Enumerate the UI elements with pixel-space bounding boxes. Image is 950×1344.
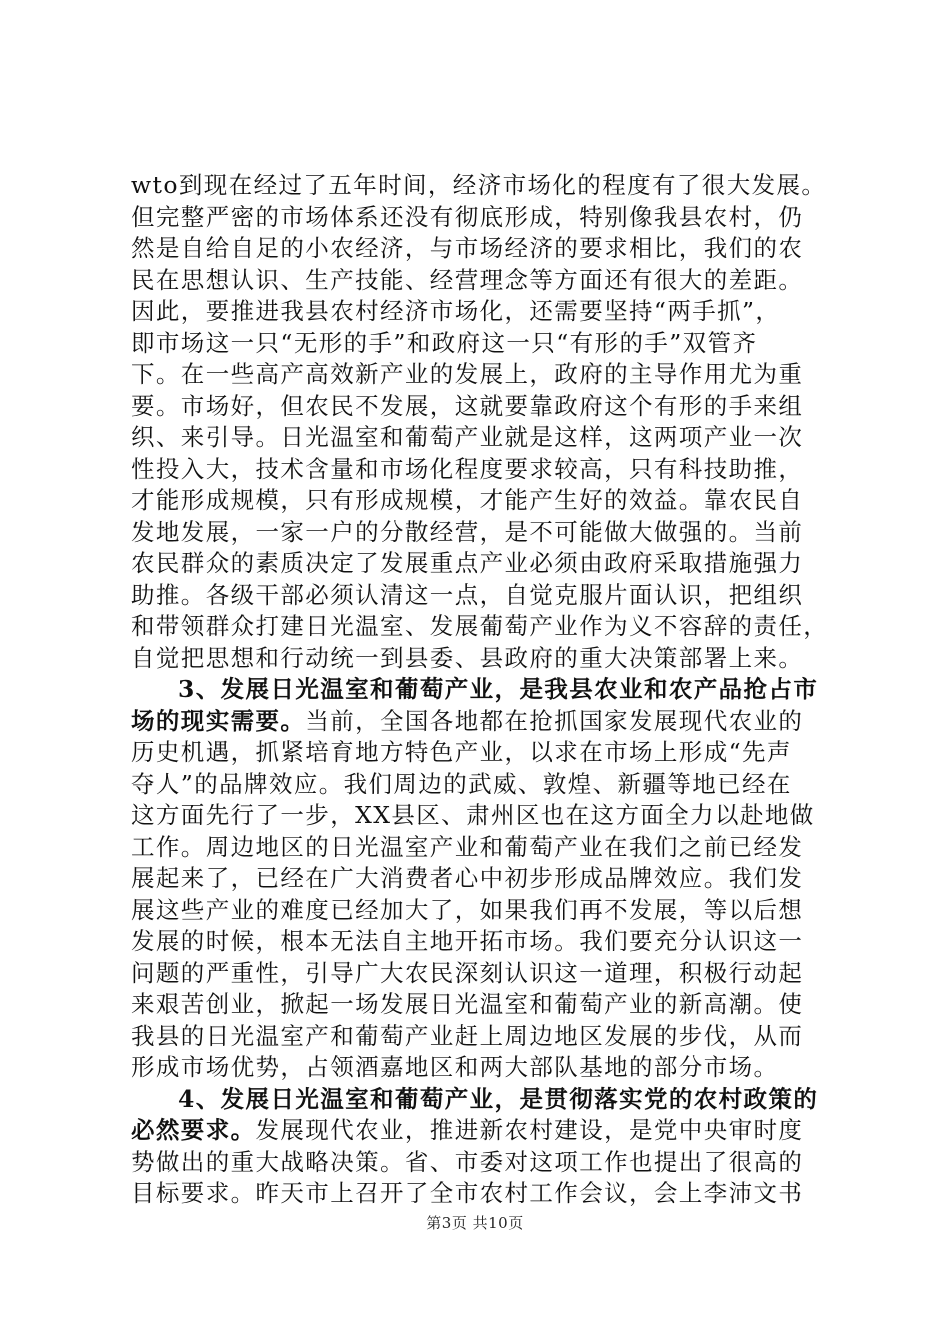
text-line: 性投入大，技术含量和市场化程度要求较高，只有科技助推， [131,454,804,483]
text-line: 发地发展，一家一户的分散经营，是不可能做大做强的。当前 [131,517,804,546]
text-line: 发展的时候，根本无法自主地开拓市场。我们要充分认识这一 [131,927,804,955]
paragraph-market-regulation [131,170,831,674]
document-body [131,170,831,1210]
text-line: 形成市场优势，占领酒嘉地区和两大部队基地的部分市场。 [131,1053,779,1081]
text-line: 来艰苦创业，掀起一场发展日光温室和葡萄产业的新高潮。使 [131,990,804,1018]
text-line [131,706,831,738]
text-line: 这方面先行了一步，XX县区、肃州区也在这方面全力以赴地做 [131,801,815,829]
text-line: 展起来了，已经在广大消费者心中初步形成品牌效应。我们发 [131,864,804,892]
text-line: 民在思想认识、生产技能、经营理念等方面还有很大的差距。 [131,265,804,294]
section-heading-4-end: 必然要求。 [131,1116,256,1144]
paragraph-point-3 [131,674,831,1084]
text-line: 农民群众的素质决定了发展重点产业必须由政府采取措施强力 [131,549,804,577]
text-line [131,1115,831,1147]
text-line: 织、来引导。日光温室和葡萄产业就是这样，这两项产业一次 [131,423,804,451]
text-line: 即市场这一只“无形的手”和政府这一只“有形的手”双管齐 [131,328,758,357]
text-line: wto到现在经过了五年时间，经济市场化的程度有了很大发展。 [131,171,827,199]
section-heading-4: 4、发展日光温室和葡萄产业，是贯彻落实党的农村政策的 [178,1084,819,1113]
text-line: 目标要求。昨天市上召开了全市农村工作会议，会上李沛文书 [131,1179,804,1207]
text-line: 要。市场好，但农民不发展，这就要靠政府这个有形的手来组 [131,391,804,420]
text-line: 工作。周边地区的日光温室产业和葡萄产业在我们之前已经发 [131,832,804,861]
text-line: 问题的严重性，引导广大农民深刻认识这一道理，积极行动起 [131,958,804,987]
page-number-footer: 第3页 共10页 [426,1214,524,1232]
text-run: 当前，全国各地都在抢抓国家发展现代农业的 [305,706,804,735]
text-line: 夺人”的品牌效应。我们周边的武威、敦煌、新疆等地已经在 [131,769,792,798]
text-line: 下。在一些高产高效新产业的发展上，政府的主导作用尤为重 [131,360,804,388]
text-line: 展这些产业的难度已经加大了，如果我们再不发展，等以后想 [131,895,804,924]
section-heading-3: 3、发展日光温室和葡萄产业，是我县农业和农产品抢占市 [178,675,819,703]
text-run: 发展现代农业，推进新农村建设，是党中央审时度 [255,1116,804,1144]
text-line: 因此，要推进我县农村经济市场化，还需要坚持“两手抓”， [131,297,781,325]
text-line: 然是自给自足的小农经济，与市场经济的要求相比，我们的农 [131,234,804,262]
text-line: 势做出的重大战略决策。省、市委对这项工作也提出了很高的 [131,1147,804,1176]
text-line: 助推。各级干部必须认清这一点，自觉克服片面认识，把组织 [131,580,804,609]
text-line: 但完整严密的市场体系还没有彻底形成，特别像我县农村，仍 [131,202,804,231]
text-line: 才能形成规模，只有形成规模，才能产生好的效益。靠农民自 [131,486,804,514]
text-line: 自觉把思想和行动统一到县委、县政府的重大决策部署上来。 [131,643,804,672]
section-heading-3-end: 场的现实需要。 [131,706,306,735]
paragraph-point-4 [131,1084,831,1210]
text-line: 历史机遇，抓紧培育地方特色产业，以求在市场上形成“先声 [131,738,792,766]
text-line: 和带领群众打建日光温室、发展葡萄产业作为义不容辞的责任， [131,612,829,640]
text-line: 我县的日光温室产和葡萄产业赶上周边地区发展的步伐，从而 [131,1021,804,1050]
